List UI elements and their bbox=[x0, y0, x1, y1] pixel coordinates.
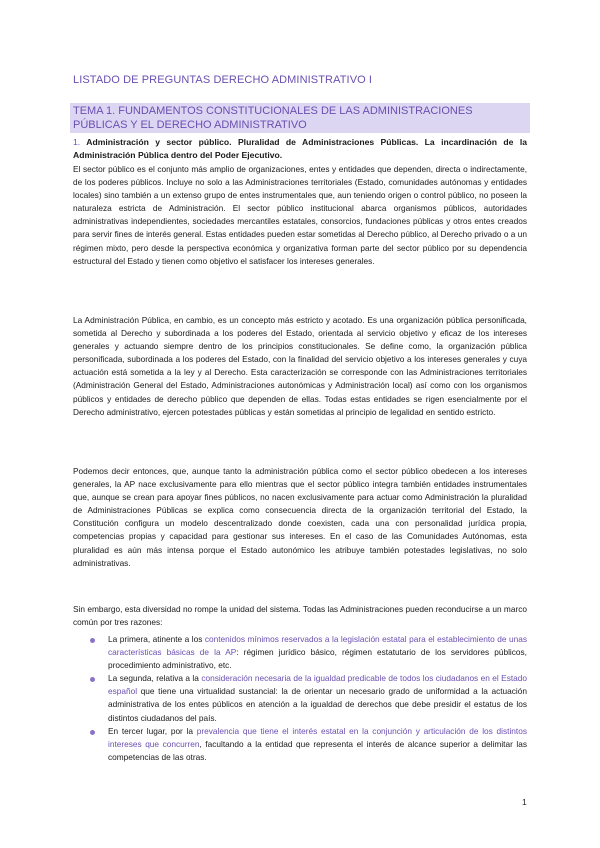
reason-text: , facultando a la entidad que representa el interés de alcance superior a delimitar las competencias de las otras. bbox=[108, 738, 527, 762]
question-heading bbox=[73, 136, 527, 162]
bullet-icon bbox=[90, 677, 95, 682]
section-heading: TEMA 1. FUNDAMENTOS CONSTITUCIONALES DE LAS ADMINISTRACIONES PÚBLICAS Y EL DERECHO ADMINISTRATIVO bbox=[70, 103, 530, 133]
list-item bbox=[73, 672, 527, 724]
reason-text: La segunda, relativa a la bbox=[108, 673, 202, 684]
reason-highlight: contenidos mínimos reservados a la legislación estatal para el establecimiento de unas características básicas de la AP bbox=[108, 634, 527, 658]
reason-text: En tercer lugar, por la bbox=[108, 725, 197, 736]
reason-text: que tiene una virtualidad sustancial: la de orientar un necesario grado de uniformidad a la actuación administrativa de los entes públicos en atención a la igualdad de derechos que debe presidir el estatus de los distintos ciudadanos del país. bbox=[108, 686, 527, 723]
list-item bbox=[73, 633, 527, 672]
reasons-list bbox=[73, 633, 527, 764]
paragraph-pluralidad: Podemos decir entonces, que, aunque tanto la administración pública como el sector público obedecen a los intereses generales, la AP nace exclusivamente para ello mientras que el sector público integra también entidades instrumentales que, aunque se crean para apoyar fines públicos, no nacen exclusivamente para actuar como Administración la pluralidad de Administraciones Públicas se explica como consecuencia directa de la organización territorial del Estado, la Constitución configura un modelo descentralizado donde coexisten, cada una con personalidad jurídica propia, competencias propias y capacidad para gestionar sus intereses. En el caso de las Comunidades Autónomas, esta pluralidad es aún más intensa porque el Estado autonómico les atribuye también potestades legislativas, no solo administrativas. bbox=[73, 466, 527, 568]
bullet-icon bbox=[90, 730, 95, 735]
question-text: Administración y sector público. Pluralidad de Administraciones Públicas. La incardinación de la Administración Pública dentro del Poder Ejecutivo. bbox=[73, 137, 527, 160]
reason-text: La primera, atinente a los bbox=[108, 634, 205, 644]
list-item bbox=[73, 725, 527, 764]
reason-highlight: prevalencia que tiene el interés estatal en la conjunción y articulación de los distintos intereses que concurren bbox=[108, 725, 527, 749]
page-number: 1 bbox=[522, 797, 527, 807]
question-number: 1. bbox=[73, 137, 81, 147]
reason-highlight: consideración necesaria de la igualdad predicable de todos los ciudadanos en el Estado español bbox=[108, 673, 527, 697]
bullet-icon bbox=[90, 638, 95, 643]
paragraph-administracion-publica: La Administración Pública, en cambio, es un concepto más estricto y acotado. Es una organización pública personificada, sometida al Derecho y subordinada a los poderes del Estado, orientada al servicio objetivo y eficaz de los intereses generales y actuando siempre dentro de los principios constitucionales. Se define como, la organización pública personificada, subordinada a los poderes del Estado, con la finalidad del servicio objetivo a los intereses generales y cuya actuación está sometida a la ley y al Derecho. Esta caracterización se corresponde con las Administraciones territoriales (Administración General del Estado, Administraciones autonómicas y Administración local) así como con los organismos públicos y entidades de derecho público que dependen de ellas. Todas estas entidades se rigen esencialmente por el Derecho administrativo, ejercen potestades públicas y están sometidas al principio de legalidad en sentido estricto. bbox=[73, 315, 527, 417]
document-title: LISTADO DE PREGUNTAS DERECHO ADMINISTRATIVO I bbox=[73, 74, 373, 86]
reason-text: : régimen jurídico básico, régimen estatutario de los servidores públicos, procedimiento administrativo, etc. bbox=[108, 647, 527, 671]
paragraph-unidad-sistema: Sin embargo, esta diversidad no rompe la unidad del sistema. Todas las Administraciones pueden reconducirse a un marco común por tres razones: bbox=[73, 604, 527, 628]
paragraph-sector-publico: El sector público es el conjunto más amplio de organizaciones, entes y entidades que dependen, directa o indirectamente, de los poderes públicos. Incluye no solo a las Administraciones territoriales (Estado, comunidades autónomas y entidades locales) sino también a un extenso grupo de entes instrumentales que, aun teniendo origen o control público, no poseen la naturaleza estricta de Administración. El sector público institucional abarca organismos públicos, autoridades administrativas independientes, sociedades mercantiles estatales, consorcios, fundaciones públicas y otros entes creados para servir fines de interés general. Estas entidades pueden estar sometidas al Derecho público, al Derecho privado o a un régimen mixto, pero desde la perspectiva económica y organizativa forman parte del sector público por su dependencia estructural del Estado y tienen como objetivo el satisfacer los intereses generales. bbox=[73, 164, 527, 266]
